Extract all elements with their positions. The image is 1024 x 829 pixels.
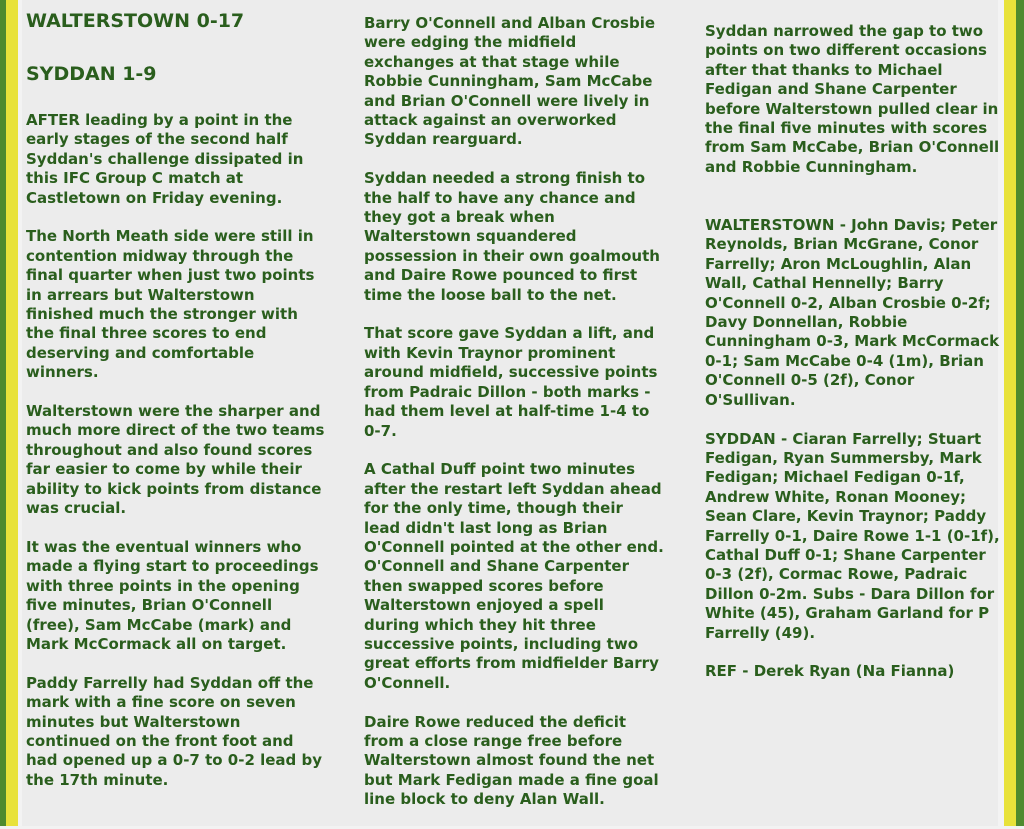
paragraph: AFTER leading by a point in the early stages of the second half Syddan's challenge dissipated in this IFC Group C match at Castletown on Friday evening. xyxy=(26,111,304,207)
left-border xyxy=(0,0,22,826)
paragraph: Paddy Farrelly had Syddan off the mark with a fine score on seven minutes but Walterstown continued on the front foot and had opened up a 0-7 to 0-2 lead by the 17th minute. xyxy=(26,673,323,789)
column-2 xyxy=(364,14,664,829)
article-page xyxy=(22,0,998,826)
team-lineup-syddan: SYDDAN - Ciaran Farrelly; Stuart Fedigan, Ryan Summersby, Mark Fedigan; Michael Fedigan 0-1f, Andrew White, Ronan Mooney; Sean Clare, Kevin Traynor; Paddy Farrelly 0-1, Daire Rowe 1-1 (0-1f), Cathal Duff 0-1; Shane Carpenter 0-3 (2f), Cormac Rowe, Padraic Dillon 0-2m. Subs - Dara Dillon for White (45), Graham Garland for P Farrelly (49). xyxy=(705,429,1000,642)
paragraph: Syddan needed a strong finish to the half to have any chance and they got a break when Walterstown squandered possession in their own goalmouth and Daire Rowe pounced to first time the loose ball to the net. xyxy=(364,169,660,304)
paragraph: Walterstown were the sharper and much more direct of the two teams throughout and also found scores far easier to come by while their ability to kick points from distance was crucial. xyxy=(26,402,325,518)
headline-team2: SYDDAN 1-9 xyxy=(26,63,157,85)
paragraph: A Cathal Duff point two minutes after the restart left Syddan ahead for the only time, though their lead didn't last long as Brian O'Connell pointed at the other end. O'Connell and Shane Carpenter then swapped scores before Walterstown enjoyed a spell during which they hit three successive points, including two great efforts from midfielder Barry O'Connell. xyxy=(364,460,664,692)
column-1 xyxy=(26,111,326,810)
paragraph: Syddan narrowed the gap to two points on two different occasions after that thanks to Michael Fedigan and Shane Carpenter before Walterstown pulled clear in the final five minutes with scores from Sam McCabe, Brian O'Connell and Robbie Cunningham. xyxy=(705,22,1000,176)
paragraph: Daire Rowe reduced the deficit from a close range free before Walterstown almost found the net but Mark Fedigan made a fine goal line block to deny Alan Wall. xyxy=(364,712,659,809)
paragraph: It was the eventual winners who made a flying start to proceedings with three points in the opening five minutes, Brian O'Connell (free), Sam McCabe (mark) and Mark McCormack all on target. xyxy=(26,537,319,653)
paragraph: The North Meath side were still in contention midway through the final quarter when just two points in arrears but Walterstown finished much the stronger with the final three scores to end deserving and comfortable winners. xyxy=(26,227,315,382)
paragraph: That score gave Syddan a lift, and with Kevin Traynor prominent around midfield, successive points from Padraic Dillon - both marks - had them level at half-time 1-4 to 0-7. xyxy=(364,324,658,440)
team-lineup-walterstown: WALTERSTOWN - John Davis; Peter Reynolds, Brian McGrane, Conor Farrelly; Aron McLoughlin, Alan Wall, Cathal Hennelly; Barry O'Connell 0-2, Alban Crosbie 0-2f; Davy Donnellan, Robbie Cunningham 0-3, Mark McCormack 0-1; Sam McCabe 0-4 (1m), Brian O'Connell 0-5 (2f), Conor O'Sullivan. xyxy=(705,216,1000,409)
headline-team1: WALTERSTOWN 0-17 xyxy=(26,10,245,32)
column-3 xyxy=(705,22,1005,701)
referee-line: REF - Derek Ryan (Na Fianna) xyxy=(705,662,955,681)
paragraph: Barry O'Connell and Alban Crosbie were edging the midfield exchanges at that stage while Robbie Cunningham, Sam McCabe and Brian O'Connell were lively in attack against an overworked Syddan rearguard. xyxy=(364,14,656,149)
